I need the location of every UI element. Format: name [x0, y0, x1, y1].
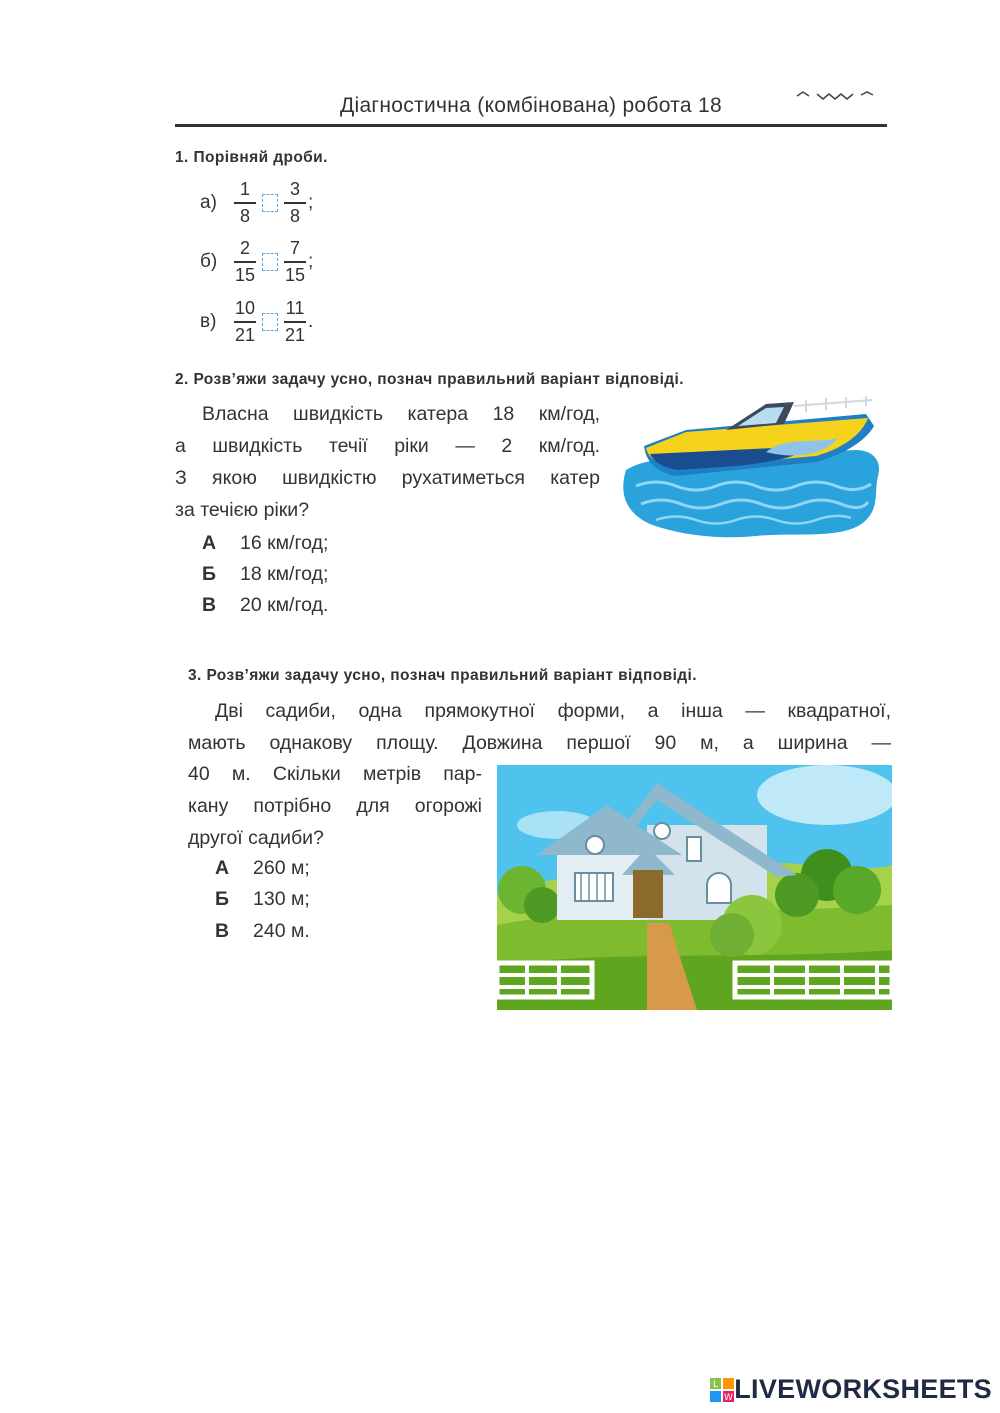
q1-item-b [200, 234, 313, 290]
option-letter: А [202, 532, 217, 554]
q2-title: Розв’яжи задачу усно, познач правильний варіант відповіді. [193, 371, 684, 388]
punctuation: ; [308, 192, 314, 213]
numerator: 2 [239, 238, 250, 259]
compare-answer-box[interactable] [262, 253, 278, 271]
logo-letter: L [713, 1379, 719, 1390]
q1-item-letter: а) [200, 192, 217, 213]
denominator: 8 [289, 205, 300, 226]
numerator: 1 [239, 179, 250, 200]
q3-option-c[interactable] [215, 920, 310, 943]
logo-letter: W [724, 1392, 734, 1402]
q1-title: Порівняй дроби. [193, 149, 328, 166]
q1-number: 1. [175, 149, 189, 166]
q2-option-a[interactable] [202, 532, 328, 555]
option-letter: В [202, 594, 217, 616]
q3-option-a[interactable] [215, 857, 310, 880]
denominator: 15 [234, 264, 256, 285]
option-text: 260 м; [253, 857, 310, 879]
fraction-right [284, 298, 306, 346]
worksheet-title: Діагностична (комбінована) робота 18 [339, 94, 723, 117]
q3-line-5: другої садиби? [188, 827, 324, 849]
fraction-right [284, 179, 306, 227]
q2-line-4: за течією ріки? [175, 499, 310, 521]
denominator: 21 [234, 324, 256, 345]
option-text: 240 м. [253, 920, 310, 942]
option-text: 130 м; [253, 888, 310, 910]
q1-item-letter: б) [200, 251, 218, 272]
house-illustration [497, 765, 892, 1010]
numerator: 3 [289, 179, 300, 200]
liveworksheets-watermark [710, 1374, 992, 1405]
fraction-bar [284, 261, 306, 263]
q2-number: 2. [175, 371, 189, 388]
header-divider [175, 124, 887, 127]
q3-line-4: кану потрібно для огорожі [188, 795, 482, 817]
option-text: 16 км/год; [240, 532, 329, 554]
liveworksheets-logo-icon [710, 1378, 734, 1402]
header-ornament [795, 86, 875, 102]
fraction-bar [234, 202, 256, 204]
fraction-bar [234, 261, 256, 263]
q2-line-1: Власна швидкість катера 18 км/год, [202, 403, 600, 425]
denominator: 8 [239, 205, 250, 226]
denominator: 21 [284, 324, 306, 345]
q2-line-2: а швидкість течії ріки — 2 км/год. [175, 435, 600, 457]
fraction-right [284, 238, 306, 286]
q3-option-b[interactable] [215, 888, 310, 911]
fraction-left [234, 238, 256, 286]
fraction-bar [284, 202, 306, 204]
compare-answer-box[interactable] [262, 194, 278, 212]
option-letter: Б [202, 563, 217, 585]
option-letter: А [215, 857, 230, 879]
fraction-left [234, 179, 256, 227]
q2-option-c[interactable] [202, 594, 328, 617]
option-letter: В [215, 920, 230, 942]
option-text: 20 км/год. [240, 594, 329, 616]
denominator: 15 [284, 264, 306, 285]
punctuation: . [308, 311, 314, 332]
option-letter: Б [215, 888, 230, 910]
q1-item-letter: в) [200, 311, 217, 332]
boat-illustration [616, 396, 884, 542]
q1-item-c [200, 294, 313, 350]
q2-option-b[interactable] [202, 563, 328, 586]
watermark-text: LIVEWORKSHEETS [734, 1374, 992, 1404]
fraction-bar [284, 321, 306, 323]
q3-line-2: мають однакову площу. Довжина першої 90 м, а ширина — [188, 732, 891, 754]
fraction-bar [234, 321, 256, 323]
numerator: 11 [285, 298, 305, 319]
q3-number: 3. [188, 667, 202, 684]
q2-heading [175, 371, 684, 389]
fraction-left [234, 298, 256, 346]
q1-item-a [200, 175, 313, 231]
q3-line-3: 40 м. Скільки метрів пар- [188, 763, 482, 785]
q3-title: Розв’яжи задачу усно, познач правильний варіант відповіді. [206, 667, 697, 684]
q3-line-1: Дві садиби, одна прямокутної форми, а інша — квадратної, [215, 700, 891, 722]
q1-heading [175, 149, 328, 167]
punctuation: ; [308, 251, 314, 272]
option-text: 18 км/год; [240, 563, 329, 585]
numerator: 7 [289, 238, 300, 259]
numerator: 10 [234, 298, 256, 319]
compare-answer-box[interactable] [262, 313, 278, 331]
q2-line-3: З якою швидкістю рухатиметься катер [175, 467, 600, 489]
q3-heading [188, 667, 697, 685]
